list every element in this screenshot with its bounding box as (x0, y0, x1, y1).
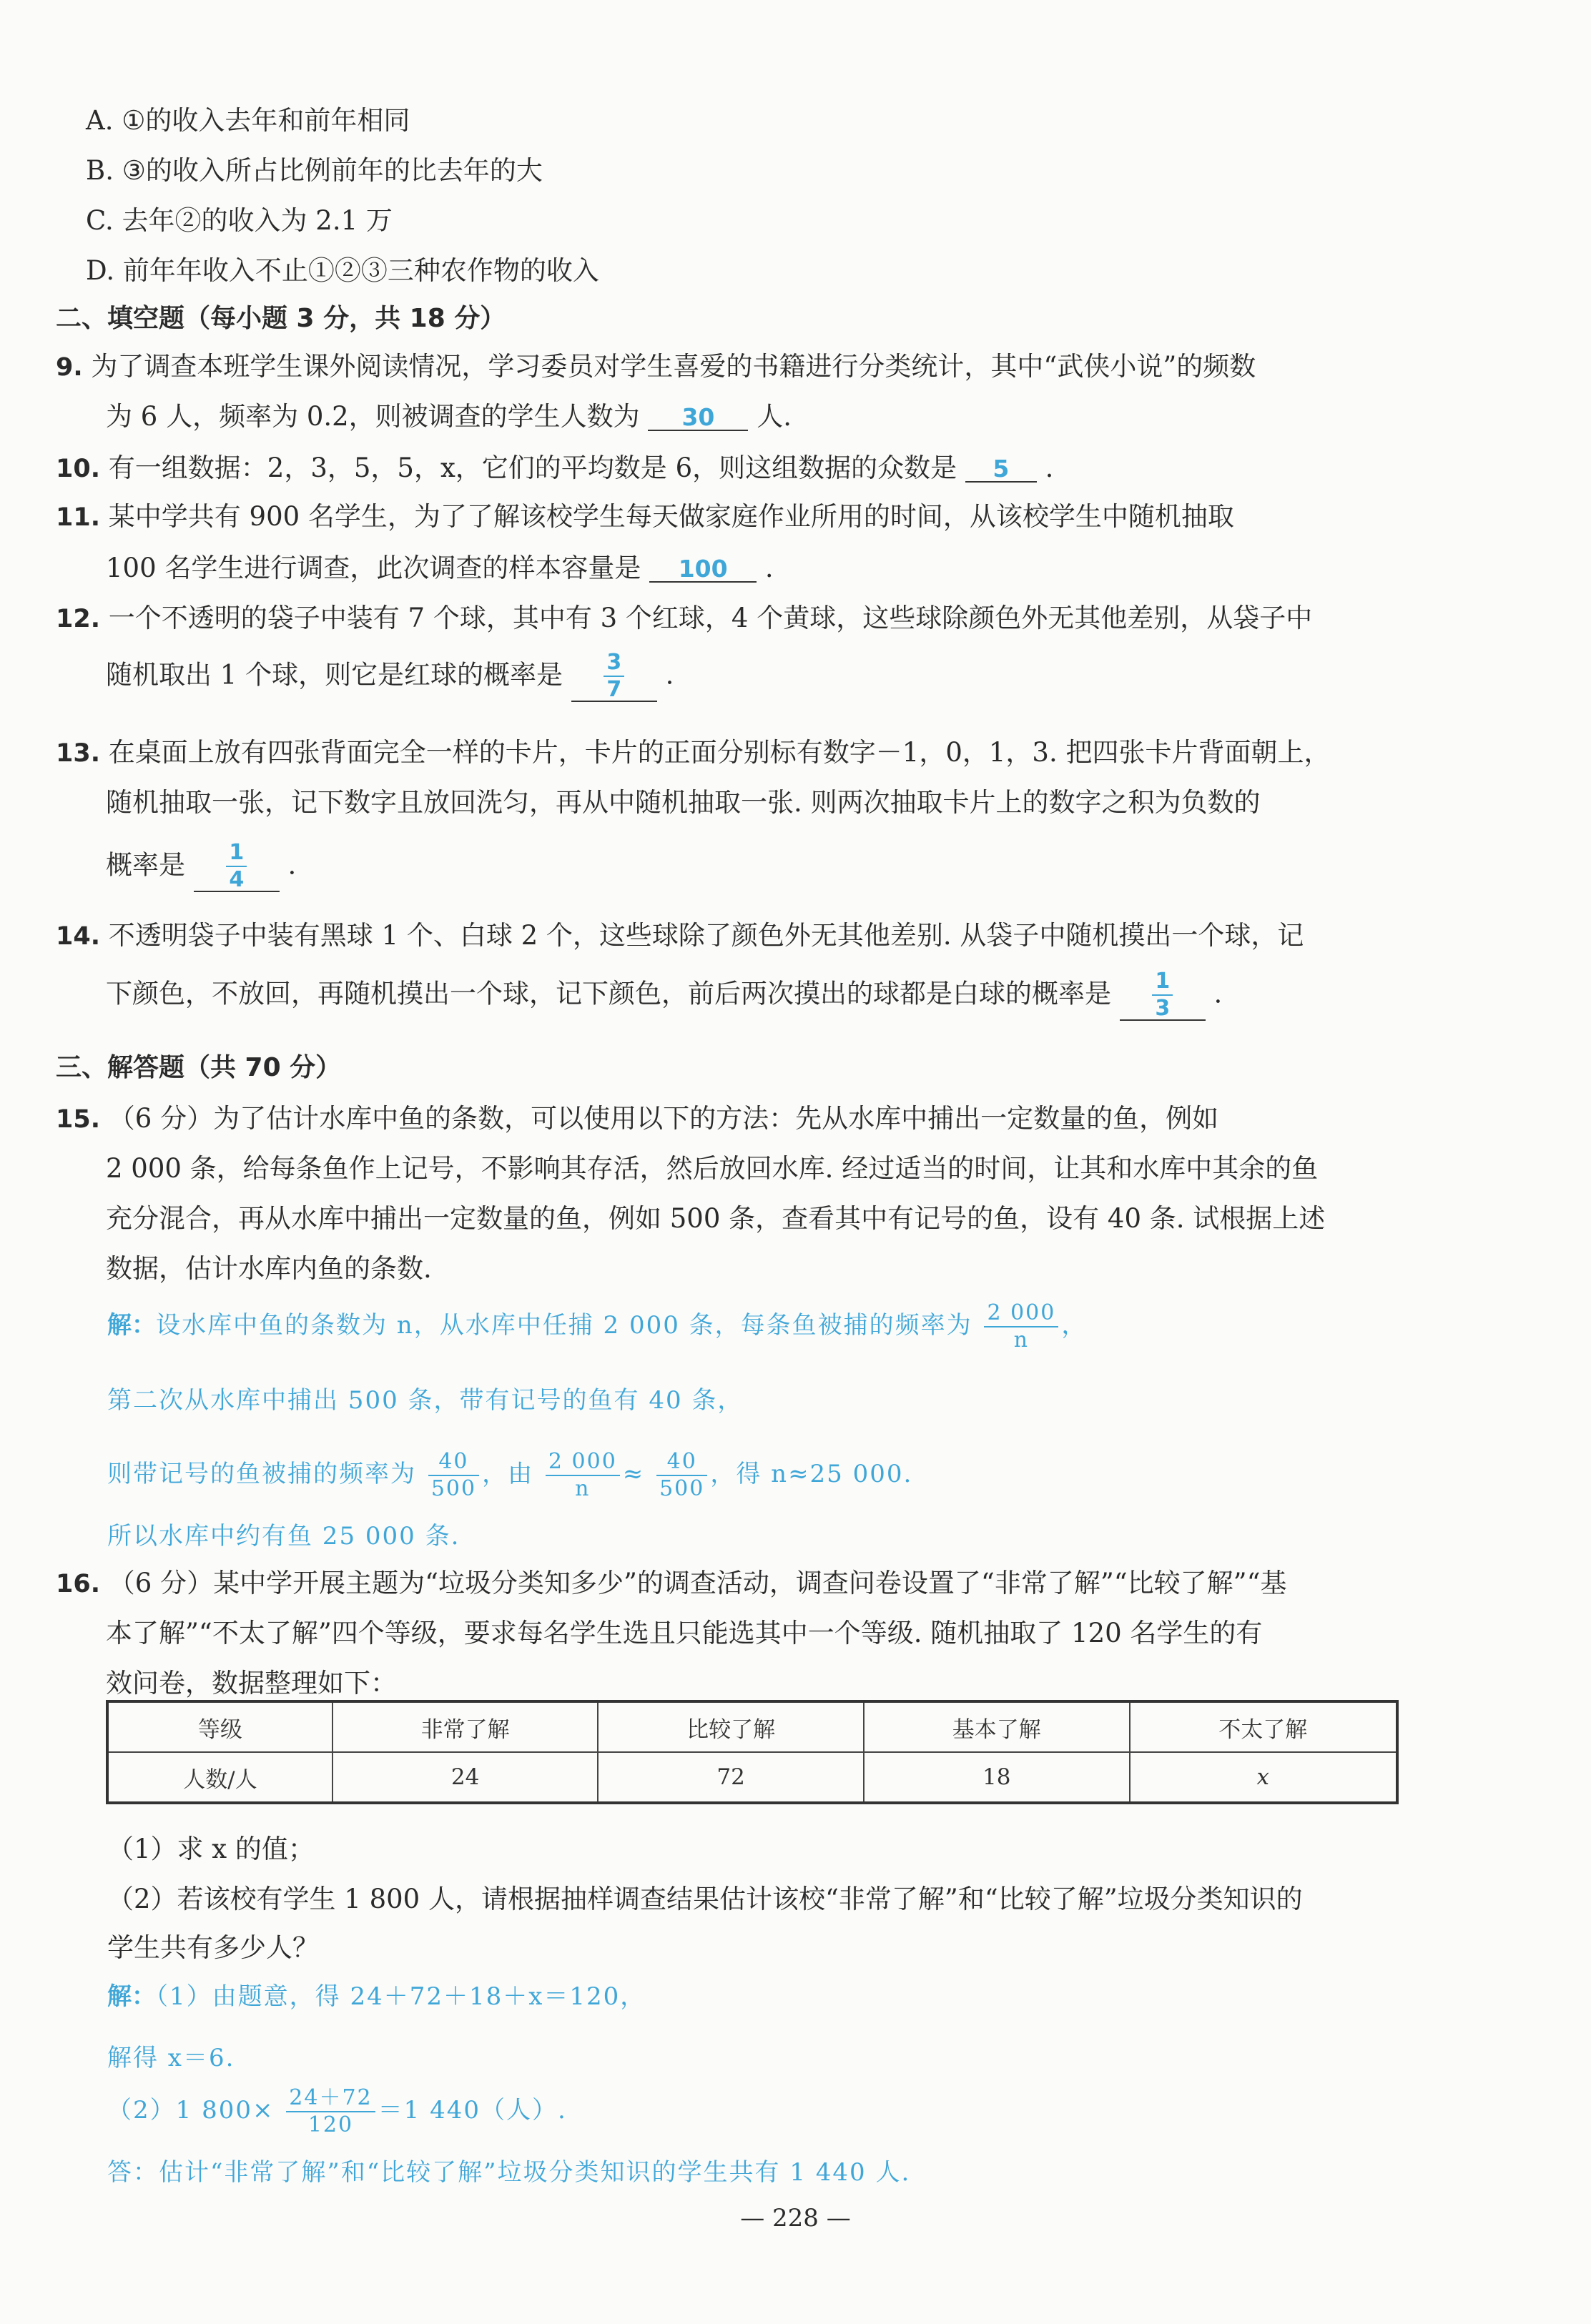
q12-line2 (106, 652, 674, 702)
q15-sol3-mid: ，由 (482, 1460, 534, 1488)
q15-solution-post1: ， (1061, 1311, 1088, 1340)
q12-ans-denominator: 7 (606, 677, 622, 702)
q14-answer-blank[interactable] (1120, 971, 1206, 1021)
table-cell: 非常了解 (333, 1701, 599, 1752)
q15-solution-label: 解： (107, 1311, 156, 1340)
q10-answer-blank[interactable] (965, 455, 1037, 483)
q16-sol3-frac-den: 120 (307, 2112, 354, 2137)
q12-answer-fraction (604, 652, 624, 701)
q14-ans-numerator: 1 (1155, 969, 1171, 994)
q16-sol3-pre: （2）1 800× (107, 2096, 275, 2125)
table-cell: 18 (864, 1752, 1130, 1803)
q15-solution-line2: 第二次从水库中捕出 500 条，带有记号的鱼有 40 条， (107, 1386, 744, 1415)
q15-sol3-frac3 (656, 1451, 707, 1500)
q13-number: 13. (56, 739, 101, 768)
q9-line1: 为了调查本班学生课外阅读情况，学习委员对学生喜爱的书籍进行分类统计，其中“武侠小说”的频数 (91, 351, 1256, 382)
q15-solution-text1: 设水库中鱼的条数为 n，从水库中任捕 2 000 条，每条鱼被捕的频率为 (156, 1311, 972, 1340)
table-header-row (107, 1701, 1397, 1752)
q12-line2-text: 随机取出 1 个球，则它是红球的概率是 (106, 659, 563, 691)
q15-sol3-f1-num: 40 (438, 1449, 469, 1474)
q9-number: 9. (56, 353, 83, 382)
q12 (56, 605, 1312, 632)
q11-line2-text: 100 名学生进行调查，此次调查的样本容量是 (106, 553, 641, 583)
q11-line2-post: . (764, 553, 774, 583)
q9 (56, 353, 1256, 380)
q13-line3-text: 概率是 (106, 849, 185, 881)
q15-solution-line1 (107, 1302, 1087, 1351)
q16-solution-line3 (107, 2087, 567, 2136)
option-d: D. 前年年收入不止①②③三种农作物的收入 (86, 255, 599, 286)
q16-line1: （6 分）某中学开展主题为“垃圾分类知多少”的调查活动，调查问卷设置了“非常了解”“比较了解”“基 (108, 1568, 1287, 1598)
q15-line3: 充分混合，再从水库中捕出一定数量的鱼，例如 500 条，查看其中有记号的鱼，设有 40 条. 试根据上述 (106, 1203, 1326, 1234)
table-cell: x (1130, 1752, 1398, 1803)
q13-ans-numerator: 1 (229, 840, 245, 865)
q15-sol-frac1-den: n (1013, 1327, 1030, 1353)
table-cell: 比较了解 (598, 1701, 864, 1752)
q15-sol3-f2-num: 2 000 (548, 1449, 617, 1474)
q11-answer: 100 (678, 555, 728, 583)
q11 (56, 503, 1234, 530)
q14-ans-denominator: 3 (1155, 996, 1171, 1021)
q9-line2 (106, 403, 792, 431)
q14-line2-post: . (1213, 978, 1223, 1009)
q16-sub2-line1: （2）若该校有学生 1 800 人，请根据抽样调查结果估计该校“非常了解”和“比较了解”垃圾分类知识的 (107, 1884, 1303, 1914)
section2-title: 二、填空题（每小题 3 分，共 18 分） (56, 304, 506, 333)
q16-solution-line2: 解得 x＝6. (107, 2044, 235, 2072)
q13-answer-fraction (226, 842, 247, 891)
q15-sol3-pre: 则带记号的鱼被捕的频率为 (107, 1460, 416, 1488)
q14-number: 14. (56, 922, 101, 951)
q9-answer: 30 (681, 403, 715, 431)
q14-line2 (106, 971, 1222, 1021)
q10-post: . (1045, 453, 1054, 483)
q11-number: 11. (56, 503, 101, 532)
q12-line2-post: . (665, 659, 674, 691)
q15-sol3-frac2 (546, 1451, 620, 1500)
option-a: A. ①的收入去年和前年相同 (86, 105, 410, 136)
q15-sol3-frac1 (428, 1451, 479, 1500)
q12-line1: 一个不透明的袋子中装有 7 个球，其中有 3 个红球，4 个黄球，这些球除颜色外无其他差别，从袋子中 (108, 603, 1313, 633)
q9-answer-blank[interactable] (648, 403, 748, 431)
q11-line2 (106, 555, 774, 583)
q10-number: 10. (56, 455, 101, 483)
q16-line2: 本了解”“不太了解”四个等级，要求每名学生选且只能选其中一个等级. 随机抽取了 120 名学生的有 (106, 1618, 1263, 1648)
q15-line2: 2 000 条，给每条鱼作上记号，不影响其存活，然后放回水库. 经过适当的时间，让其和水库中其余的鱼 (106, 1153, 1319, 1184)
q13-line3 (106, 842, 296, 892)
option-b: B. ③的收入所占比例前年的比去年的大 (86, 155, 543, 186)
q15-number: 15. (56, 1105, 101, 1134)
q15-sol3-f1-den: 500 (430, 1476, 477, 1501)
q15-sol3-post: ，得 n≈25 000. (710, 1460, 913, 1488)
q13-line2: 随机抽取一张，记下数字且放回洗匀，再从中随机抽取一张. 则两次抽取卡片上的数字之积为负数的 (106, 787, 1261, 818)
q13-answer-blank[interactable] (194, 842, 280, 892)
q9-line2-post: 人. (757, 401, 792, 432)
q15-sol3-f3-num: 40 (666, 1449, 697, 1474)
table-cell: 等级 (107, 1701, 333, 1752)
q9-line2-text: 为 6 人，频率为 0.2，则被调查的学生人数为 (106, 401, 640, 432)
q15-sol-frac1-num: 2 000 (987, 1300, 1056, 1325)
q15-solution-frac1 (984, 1302, 1058, 1351)
q16 (56, 1570, 1287, 1597)
q15-line1: （6 分）为了估计水库中鱼的条数，可以使用以下的方法：先从水库中捕出一定数量的鱼，例如 (108, 1103, 1219, 1134)
q10 (56, 455, 1053, 483)
q12-number: 12. (56, 605, 101, 633)
q16-solution-line4: 答：估计“非常了解”和“比较了解”垃圾分类知识的学生共有 1 440 人. (107, 2158, 911, 2187)
q12-answer-blank[interactable] (571, 652, 657, 702)
page-number: — 228 — (740, 2204, 851, 2232)
q15-sol3-f3-den: 500 (659, 1476, 705, 1501)
q13-ans-denominator: 4 (229, 867, 245, 892)
q16-solution-text1: （1）由题意，得 24＋72＋18＋x＝120， (156, 1982, 646, 2011)
q10-text: 有一组数据：2，3，5，5，x，它们的平均数是 6，则这组数据的众数是 (108, 453, 957, 483)
q16-sol3-post: ＝1 440（人）. (378, 2096, 567, 2125)
q16-line3: 效问卷，数据整理如下： (106, 1668, 397, 1699)
q15-sol3-f2-den: n (575, 1476, 591, 1501)
table-row (107, 1752, 1397, 1803)
q15 (56, 1105, 1218, 1132)
section3-title: 三、解答题（共 70 分） (56, 1053, 342, 1082)
table-cell: 24 (333, 1752, 599, 1803)
q16-sol3-frac (286, 2087, 375, 2136)
q13 (56, 739, 1330, 766)
q11-line1: 某中学共有 900 名学生，为了了解该校学生每天做家庭作业所用的时间，从该校学生中随机抽取 (108, 501, 1234, 532)
q16-number: 16. (56, 1570, 101, 1598)
q16-sub2-line2: 学生共有多少人？ (107, 1932, 319, 1963)
q16-solution-label: 解： (107, 1982, 156, 2011)
q14-line1: 不透明袋子中装有黑球 1 个、白球 2 个，这些球除了颜色外无其他差别. 从袋子中随机摸出一个球，记 (108, 920, 1304, 951)
q14 (56, 922, 1304, 949)
grades-table (106, 1700, 1399, 1804)
table-cell: 72 (598, 1752, 864, 1803)
q13-line1: 在桌面上放有四张背面完全一样的卡片，卡片的正面分别标有数字－1，0，1，3. 把四张卡片背面朝上， (108, 737, 1331, 768)
q15-line4: 数据，估计水库内鱼的条数. (106, 1253, 432, 1284)
q15-solution-line4: 所以水库中约有鱼 25 000 条. (107, 1522, 460, 1551)
table-cell: 不太了解 (1130, 1701, 1398, 1752)
q14-line2-text: 下颜色，不放回，再随机摸出一个球，记下颜色，前后两次摸出的球都是白球的概率是 (106, 978, 1111, 1009)
table-cell: 基本了解 (864, 1701, 1130, 1752)
q16-sol3-frac-num: 24＋72 (289, 2085, 373, 2110)
option-c: C. 去年②的收入为 2.1 万 (86, 205, 393, 236)
q10-answer: 5 (992, 455, 1010, 483)
q14-answer-fraction (1152, 971, 1173, 1019)
q16-solution-line1 (107, 1984, 646, 2009)
table-cell: 人数/人 (107, 1752, 333, 1803)
q12-ans-numerator: 3 (606, 650, 622, 675)
q16-sub1: （1）求 x 的值； (107, 1834, 315, 1864)
q15-sol3-approx: ≈ (622, 1460, 645, 1488)
q11-answer-blank[interactable] (649, 555, 757, 583)
q15-solution-line3 (107, 1451, 912, 1500)
q13-line3-post: . (287, 849, 297, 881)
